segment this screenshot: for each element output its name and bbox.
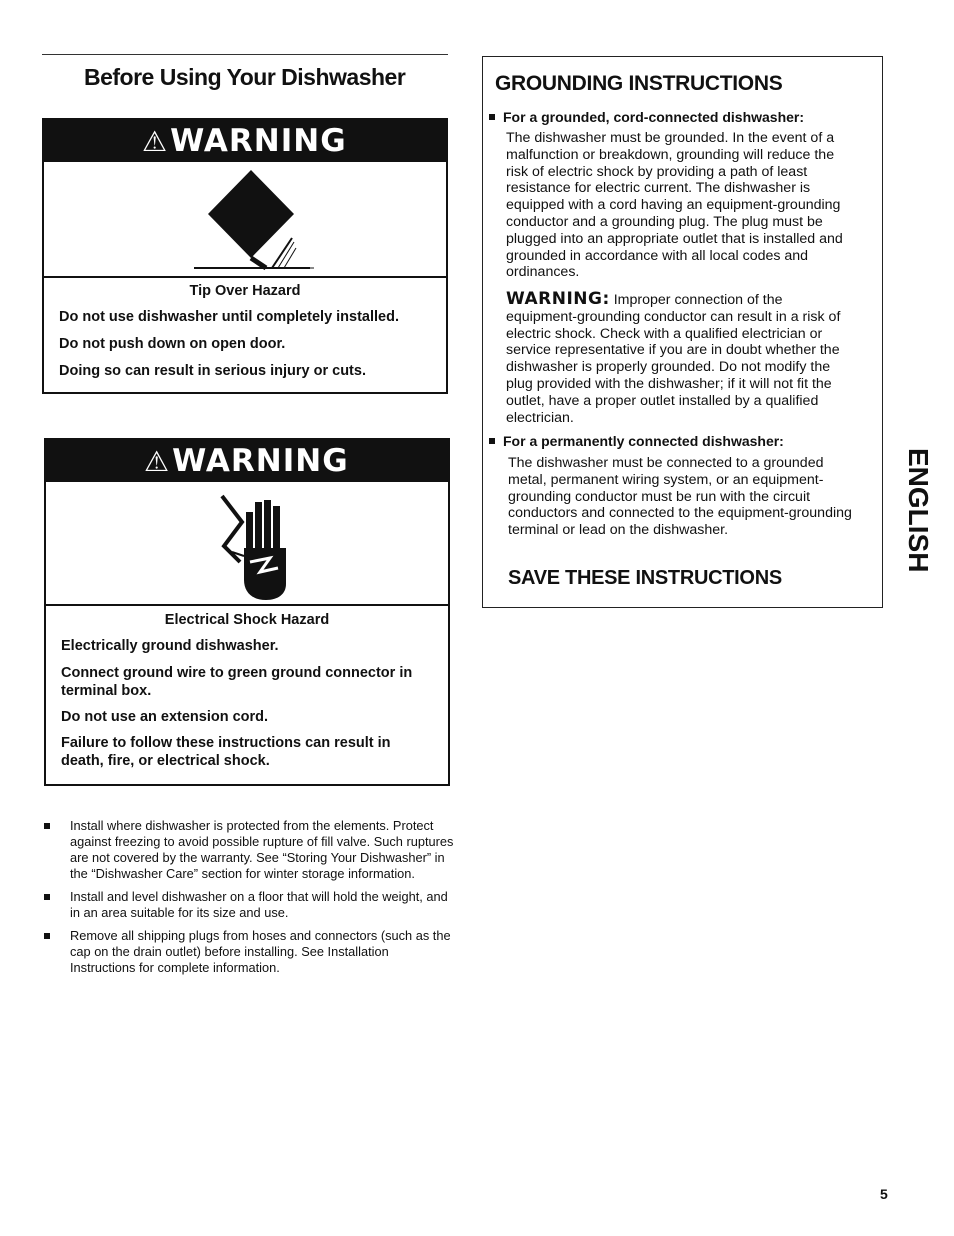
warning-banner-label: WARNING — [170, 123, 347, 159]
warning-triangle-icon: ⚠ — [144, 445, 171, 478]
section-title: Before Using Your Dishwasher — [84, 64, 406, 90]
bullet-square-icon — [44, 894, 50, 900]
warning-line: Connect ground wire to green ground connector in terminal box. — [61, 665, 413, 699]
bullet-square-icon — [489, 114, 495, 120]
hazard-title: Electrical Shock Hazard — [164, 612, 330, 628]
warning-line: Do not use an extension cord. — [61, 709, 269, 725]
subheading-permanent — [489, 433, 784, 449]
list-item — [44, 928, 456, 976]
bullet-square-icon — [44, 823, 50, 829]
side-tab-svg — [898, 444, 938, 624]
grounding-warning — [506, 291, 856, 426]
warning-banner-label: WARNING — [172, 443, 349, 479]
top-rule — [42, 54, 448, 55]
install-bullet-list — [44, 818, 456, 983]
grounding-paragraph: The dishwasher must be grounded. In the event of a malfunction or breakdown, grounding will reduce the risk of electric shock by providing a path of least resistance for electric current. The dishwasher is equipped with a cord having an equipment-grounding conductor and a grounding plug. The plug must be plugged into an appropriate outlet that is installed and grounded in accordance with all local codes and ordinances. — [506, 130, 843, 281]
tip-over-pictogram — [44, 162, 446, 278]
warning-text: Improper connection of the equipment-grounding conductor can result in a risk of electric shock. Check with a qualified electrician or service representative if you are in doubt whether the dishwasher is properly grounded. Do not modify the plug provided with the dishwasher; if it will not fit the outlet, have a proper outlet installed by a qualified electrician. — [506, 292, 841, 426]
warning-line: Do not use dishwasher until completely installed. — [59, 309, 400, 325]
page-number: 5 — [880, 1186, 888, 1202]
warning-line: Doing so can result in serious injury or cuts. — [59, 363, 366, 379]
grounding-title: GROUNDING INSTRUCTIONS — [495, 72, 783, 95]
tip-over-icon — [44, 162, 446, 276]
save-instructions-heading: SAVE THESE INSTRUCTIONS — [508, 567, 782, 589]
warning-triangle-icon: ⚠ — [142, 125, 169, 158]
warning-line: Electrically ground dishwasher. — [61, 638, 279, 654]
bullet-square-icon — [44, 933, 50, 939]
list-item-text: Install and level dishwasher on a floor that will hold the weight, and in an area suitable for its size and use. — [70, 889, 448, 920]
list-item-text: Remove all shipping plugs from hoses and connectors (such as the cap on the drain outlet) before installing. See Installation Instructions for complete information. — [70, 928, 451, 975]
list-item — [44, 818, 456, 882]
warning-label: WARNING: — [506, 289, 610, 309]
warning-banner — [46, 440, 448, 482]
shock-warning-box — [44, 438, 450, 786]
language-side-tab — [898, 444, 938, 624]
hazard-title: Tip Over Hazard — [189, 283, 301, 299]
warning-banner — [44, 120, 446, 162]
side-tab-label: ENGLISH — [903, 448, 934, 573]
list-item-text: Install where dishwasher is protected from the elements. Protect against freezing to avoid possible rupture of fill valve. Such ruptures are not covered by the warranty. See “Storing Your Dishwasher” in the “Dishwasher Care” section for winter storage information. — [70, 818, 454, 881]
list-item — [44, 889, 456, 921]
bullet-square-icon — [489, 438, 495, 444]
subheading-text: For a grounded, cord-connected dishwasher: — [503, 109, 805, 125]
subheading-text: For a permanently connected dishwasher: — [503, 433, 784, 449]
warning-line: Do not push down on open door. — [59, 336, 286, 352]
warning-line: Failure to follow these instructions can result in death, fire, or electrical shock. — [61, 735, 391, 769]
permanent-paragraph: The dishwasher must be connected to a grounded metal, permanent wiring system, or an equipment-grounding conductor must be run with the circuit conductors and connected to the equipment-grounding terminal or lead on the dishwasher. — [508, 455, 852, 539]
shock-pictogram — [46, 482, 448, 606]
subheading-cord-connected — [489, 109, 804, 125]
tip-over-warning-box — [42, 118, 448, 394]
electric-shock-hand-icon — [46, 482, 448, 604]
